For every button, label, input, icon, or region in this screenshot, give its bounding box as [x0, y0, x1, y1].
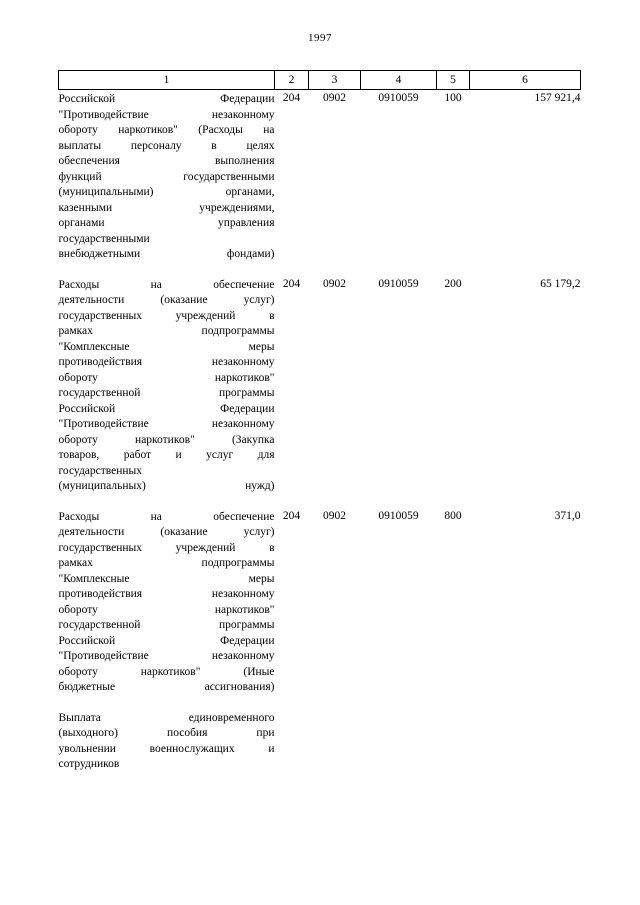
description-line: обороту наркотиков" (Закупка — [58, 433, 275, 446]
table-row — [59, 90, 581, 263]
description-line: функций государственными — [58, 170, 275, 183]
row-expense-type: 800 — [444, 509, 462, 522]
row-subsection-code: 0902 — [323, 509, 346, 522]
column-header-5: 5 — [437, 71, 470, 90]
description-line: Выплата единовременного — [58, 711, 275, 724]
row-section-code — [275, 709, 309, 773]
row-expense-type — [437, 709, 470, 773]
description-line: Российской Федерации — [58, 634, 275, 647]
column-header-3: 3 — [309, 71, 361, 90]
description-line: органами управления — [58, 217, 275, 229]
row-amount: 157 921,4 — [534, 92, 581, 104]
description-line: обороту наркотиков" — [58, 603, 275, 616]
description-line: (муниципальных) нужд) — [58, 480, 275, 492]
description-line: увольнении военнослужащих и — [58, 742, 275, 755]
table-row — [59, 276, 581, 495]
description-line: обеспечения выполнения — [58, 155, 275, 167]
description-line: обороту наркотиков" — [58, 371, 275, 384]
description-line: "Противодействие незаконному — [58, 108, 275, 121]
budget-table — [58, 70, 581, 773]
table-row — [59, 709, 581, 773]
row-description — [59, 90, 275, 263]
row-description — [59, 276, 275, 495]
description-line: бюджетные ассигнования) — [58, 681, 275, 693]
description-line: внебюджетными фондами) — [58, 248, 275, 260]
description-line: обороту наркотиков" (Расходы на — [58, 124, 275, 136]
page-number: 1997 — [308, 32, 332, 44]
description-line: государственной программы — [58, 619, 275, 631]
row-subsection-code: 0902 — [323, 92, 346, 104]
description-line: рамках подпрограммы — [58, 325, 275, 337]
row-amount — [470, 709, 581, 773]
row-target-article: 0910059 — [378, 92, 419, 104]
table-row — [59, 508, 581, 696]
description-line: деятельности (оказание услуг) — [58, 526, 275, 538]
row-description — [59, 709, 275, 773]
row-subsection-code: 0902 — [323, 277, 346, 290]
row-description — [59, 508, 275, 696]
row-subsection-code — [309, 709, 361, 773]
description-line: "Противодействие незаконному — [58, 650, 275, 662]
description-line: товаров, работ и услуг для — [58, 449, 275, 461]
description-line: "Противодействие незаконному — [58, 418, 275, 430]
column-header-1: 1 — [59, 71, 275, 90]
description-line: казенными учреждениями, — [58, 201, 275, 214]
description-line: рамках подпрограммы — [58, 557, 275, 569]
column-header-4: 4 — [361, 71, 437, 90]
row-section-code: 204 — [282, 509, 301, 522]
row-expense-type: 100 — [444, 92, 462, 104]
row-expense-type: 200 — [444, 277, 462, 290]
description-line: "Комплексные меры — [58, 340, 275, 353]
row-section-code: 204 — [282, 277, 301, 290]
description-line: выплаты персоналу в целях — [58, 139, 275, 152]
description-line: Расходы на обеспечение — [58, 510, 275, 523]
row-target-article — [361, 709, 437, 773]
description-line: обороту наркотиков" (Иные — [58, 665, 275, 678]
description-line: государственными — [58, 232, 150, 245]
row-target-article: 0910059 — [378, 277, 419, 290]
description-line: сотрудников — [58, 758, 120, 770]
description-line: деятельности (оказание услуг) — [58, 294, 275, 306]
description-line: Российской Федерации — [58, 402, 275, 415]
row-target-article: 0910059 — [378, 509, 419, 522]
description-line: государственных учреждений в — [58, 541, 275, 554]
description-line: государственной программы — [58, 387, 275, 399]
budget-table-container — [58, 70, 582, 773]
description-line: (выходного) пособия при — [58, 727, 275, 739]
table-header-row — [59, 71, 581, 90]
row-section-code: 204 — [282, 92, 301, 104]
row-amount: 371,0 — [554, 509, 581, 522]
description-line: государственных — [58, 464, 143, 477]
description-line: противодействия незаконному — [58, 356, 275, 368]
description-line: Расходы на обеспечение — [58, 278, 275, 291]
column-header-2: 2 — [275, 71, 309, 90]
description-line: Российской Федерации — [58, 93, 275, 105]
description-line: государственных учреждений в — [58, 309, 275, 322]
description-line: противодействия незаконному — [58, 588, 275, 600]
description-line: (муниципальными) органами, — [58, 186, 275, 198]
column-header-6: 6 — [470, 71, 581, 90]
row-amount: 65 179,2 — [540, 277, 581, 290]
description-line: "Комплексные меры — [58, 572, 275, 585]
